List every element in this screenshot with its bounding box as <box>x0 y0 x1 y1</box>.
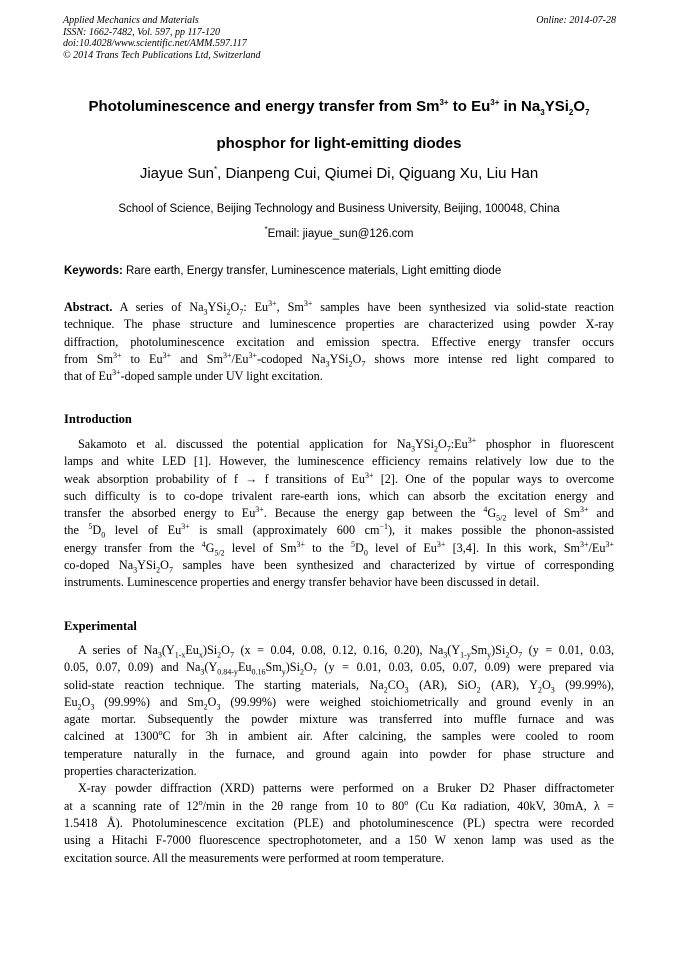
doi: doi:10.4028/www.scientific.net/AMM.597.117 <box>63 38 247 49</box>
heading-experimental: Experimental <box>64 619 137 633</box>
exp-line-4: $Eu_2O_3$ (99.99%) and $Sm_2O_3$ (99.99%) were weighed stoichiometrically and ground evenly in an <box>64 694 615 712</box>
author-email: *Email: jiayue_sun@126.com <box>264 225 414 240</box>
intro-line-8: co-doped $Na_3YSi_2O_7$ samples have been synthesized and characterized by virtue of corresponding <box>64 558 614 575</box>
issn: ISSN: 1662-7482, Vol. 597, pp 117-120 <box>63 26 221 38</box>
experimental-body <box>64 642 614 867</box>
abstract-line-4: from $Sm^{3+}$ to $Eu^{3+}$ and $Sm^{3+}/Eu^{3+}$-codoped $Na_3YSi_2O_7$ shows more intense red light compared to <box>64 350 614 369</box>
exp-line-13: excitation source. All the measurements were performed at room temperature. <box>64 850 445 865</box>
introduction-body <box>64 436 614 592</box>
exp-line-3: solid-state reaction technique. The starting materials, $Na_2CO_3$ (AR), SiO$_2$ (AR), $Y_2O_3$ (99.99%), <box>64 677 614 695</box>
exp-line-10: at a scanning rate of 12$^o$/min in the 2θ range from 10 to 80$^o$ (Cu Kα radiation, 40kV, 30mA, λ = <box>64 797 614 813</box>
paper-title <box>0 88 678 162</box>
exp-line-1: A series of $Na_3(Y_{1-x}Eu_x)Si_2O_7$ (x = 0.04, 0.08, 0.12, 0.16, 0.20), $Na_3(Y_{1-y}Sm_y)Si_2O_7$ (y = 0.01, 0.03, <box>78 643 615 660</box>
intro-line-9: instruments. Luminescence properties and energy transfer behavior have been discussed in detail. <box>64 575 540 590</box>
intro-line-5: transfer the absorbed energy to $Eu^{3+}$. Because the energy gap between the $^4G_{5/2}$ level of $Sm^{3+}$ and <box>64 505 614 523</box>
exp-line-6: calcined at 1300$^o$C for 3h in ambient air. After calcining, the samples were cooled to room <box>64 728 614 744</box>
title-line-2: phosphor for light-emitting diodes <box>216 135 462 152</box>
keywords <box>64 265 624 277</box>
exp-line-2: 0.05, 0.07, 0.09) and $Na_3(Y_{0.84-y}Eu_{0.16}Sm_y)Si_2O_7$ (y = 0.01, 0.03, 0.05, 0.07, 0.09) were prepared via <box>64 660 614 677</box>
author-1: Jiayue Sun <box>139 165 215 182</box>
journal-name: Applied Mechanics and Materials <box>63 15 199 26</box>
exp-line-7: temperature naturally in the furnace, and ground again into powder for phase structure and <box>64 746 614 761</box>
abstract-line-5: that of $Eu^{3+}$-doped sample under UV light excitation. <box>64 368 323 384</box>
title-line-1: Photoluminescence and energy transfer from $Sm^{3+}$ to $Eu^{3+}$ in $Na_3YSi_2O_7$ <box>88 98 590 117</box>
exp-line-12: using a Hitachi F-7000 fluorescence spectrophotometer, and a 150 W xenon lamp was used as the <box>64 833 614 848</box>
author-list <box>0 165 678 182</box>
abstract-line-3: diffraction, photoluminescence excitation and emission spectra. Effective energy transfer occurs <box>64 334 614 349</box>
abstract-line-1: Abstract. A series of $Na_3YSi_2O_7$: $Eu^{3+}$, $Sm^{3+}$ samples have been synthesized via solid-state reaction <box>64 298 614 317</box>
affiliation: School of Science, Beijing Technology and Business University, Beijing, 100048, China <box>118 203 560 215</box>
intro-line-7: energy transfer from the $^4G_{5/2}$ level of $Sm^{3+}$ to the $^5D_0$ level of $Eu^{3+}$ [3,4]. In this work, $Sm^{3+}/Eu^{3+}$ <box>64 539 614 558</box>
exp-line-11: 1.5418 Å). Photoluminescence excitation (PLE) and photoluminescence (PL) spectra were recorded <box>64 815 614 830</box>
intro-line-4: such difficulty is to co-dope trivalent rare-earth ions, which can absorb the excitation energy and <box>64 488 614 503</box>
corresponding-mark: * <box>214 165 218 174</box>
intro-line-6: the $^5D_0$ level of $Eu^{3+}$ is small (approximately 600 $cm^{-1}$), it makes possible the phonon-assisted <box>64 522 615 540</box>
heading-introduction: Introduction <box>64 412 132 426</box>
exp-line-8: properties characterization. <box>64 764 197 779</box>
abstract-line-2: technique. The phase structure and luminescence properties are characterized using powder X-ray <box>64 317 614 332</box>
intro-line-3: weak absorption probability of f → f transitions of $Eu^{3+}$ [2]. One of the popular ways to overcome <box>64 470 614 486</box>
abstract <box>64 299 614 385</box>
intro-line-2: lamps and white LED [1]. However, the luminescence efficiency remains relatively low due to the <box>64 454 614 469</box>
keywords-label: Keywords: <box>64 265 123 277</box>
copyright: © 2014 Trans Tech Publications Ltd, Switzerland <box>63 49 261 61</box>
online-date: Online: 2014-07-28 <box>536 15 616 26</box>
exp-line-9: X-ray powder diffraction (XRD) patterns were performed on a Bruker D2 Phaser diffractometer <box>78 781 614 796</box>
header-left <box>63 15 261 61</box>
intro-line-1: Sakamoto et al. discussed the potential application for $Na_3YSi_2O_7:Eu^{3+}$ phosphor in fluorescent <box>78 435 614 454</box>
keywords-text: Rare earth, Energy transfer, Luminescence materials, Light emitting diode <box>122 265 502 277</box>
exp-line-5: agate mortar. Subsequently the powder mixture was transferred into muffle furnace and was <box>64 712 614 727</box>
other-authors: , Dianpeng Cui, Qiumei Di, Qiguang Xu, Liu Han <box>217 165 539 182</box>
